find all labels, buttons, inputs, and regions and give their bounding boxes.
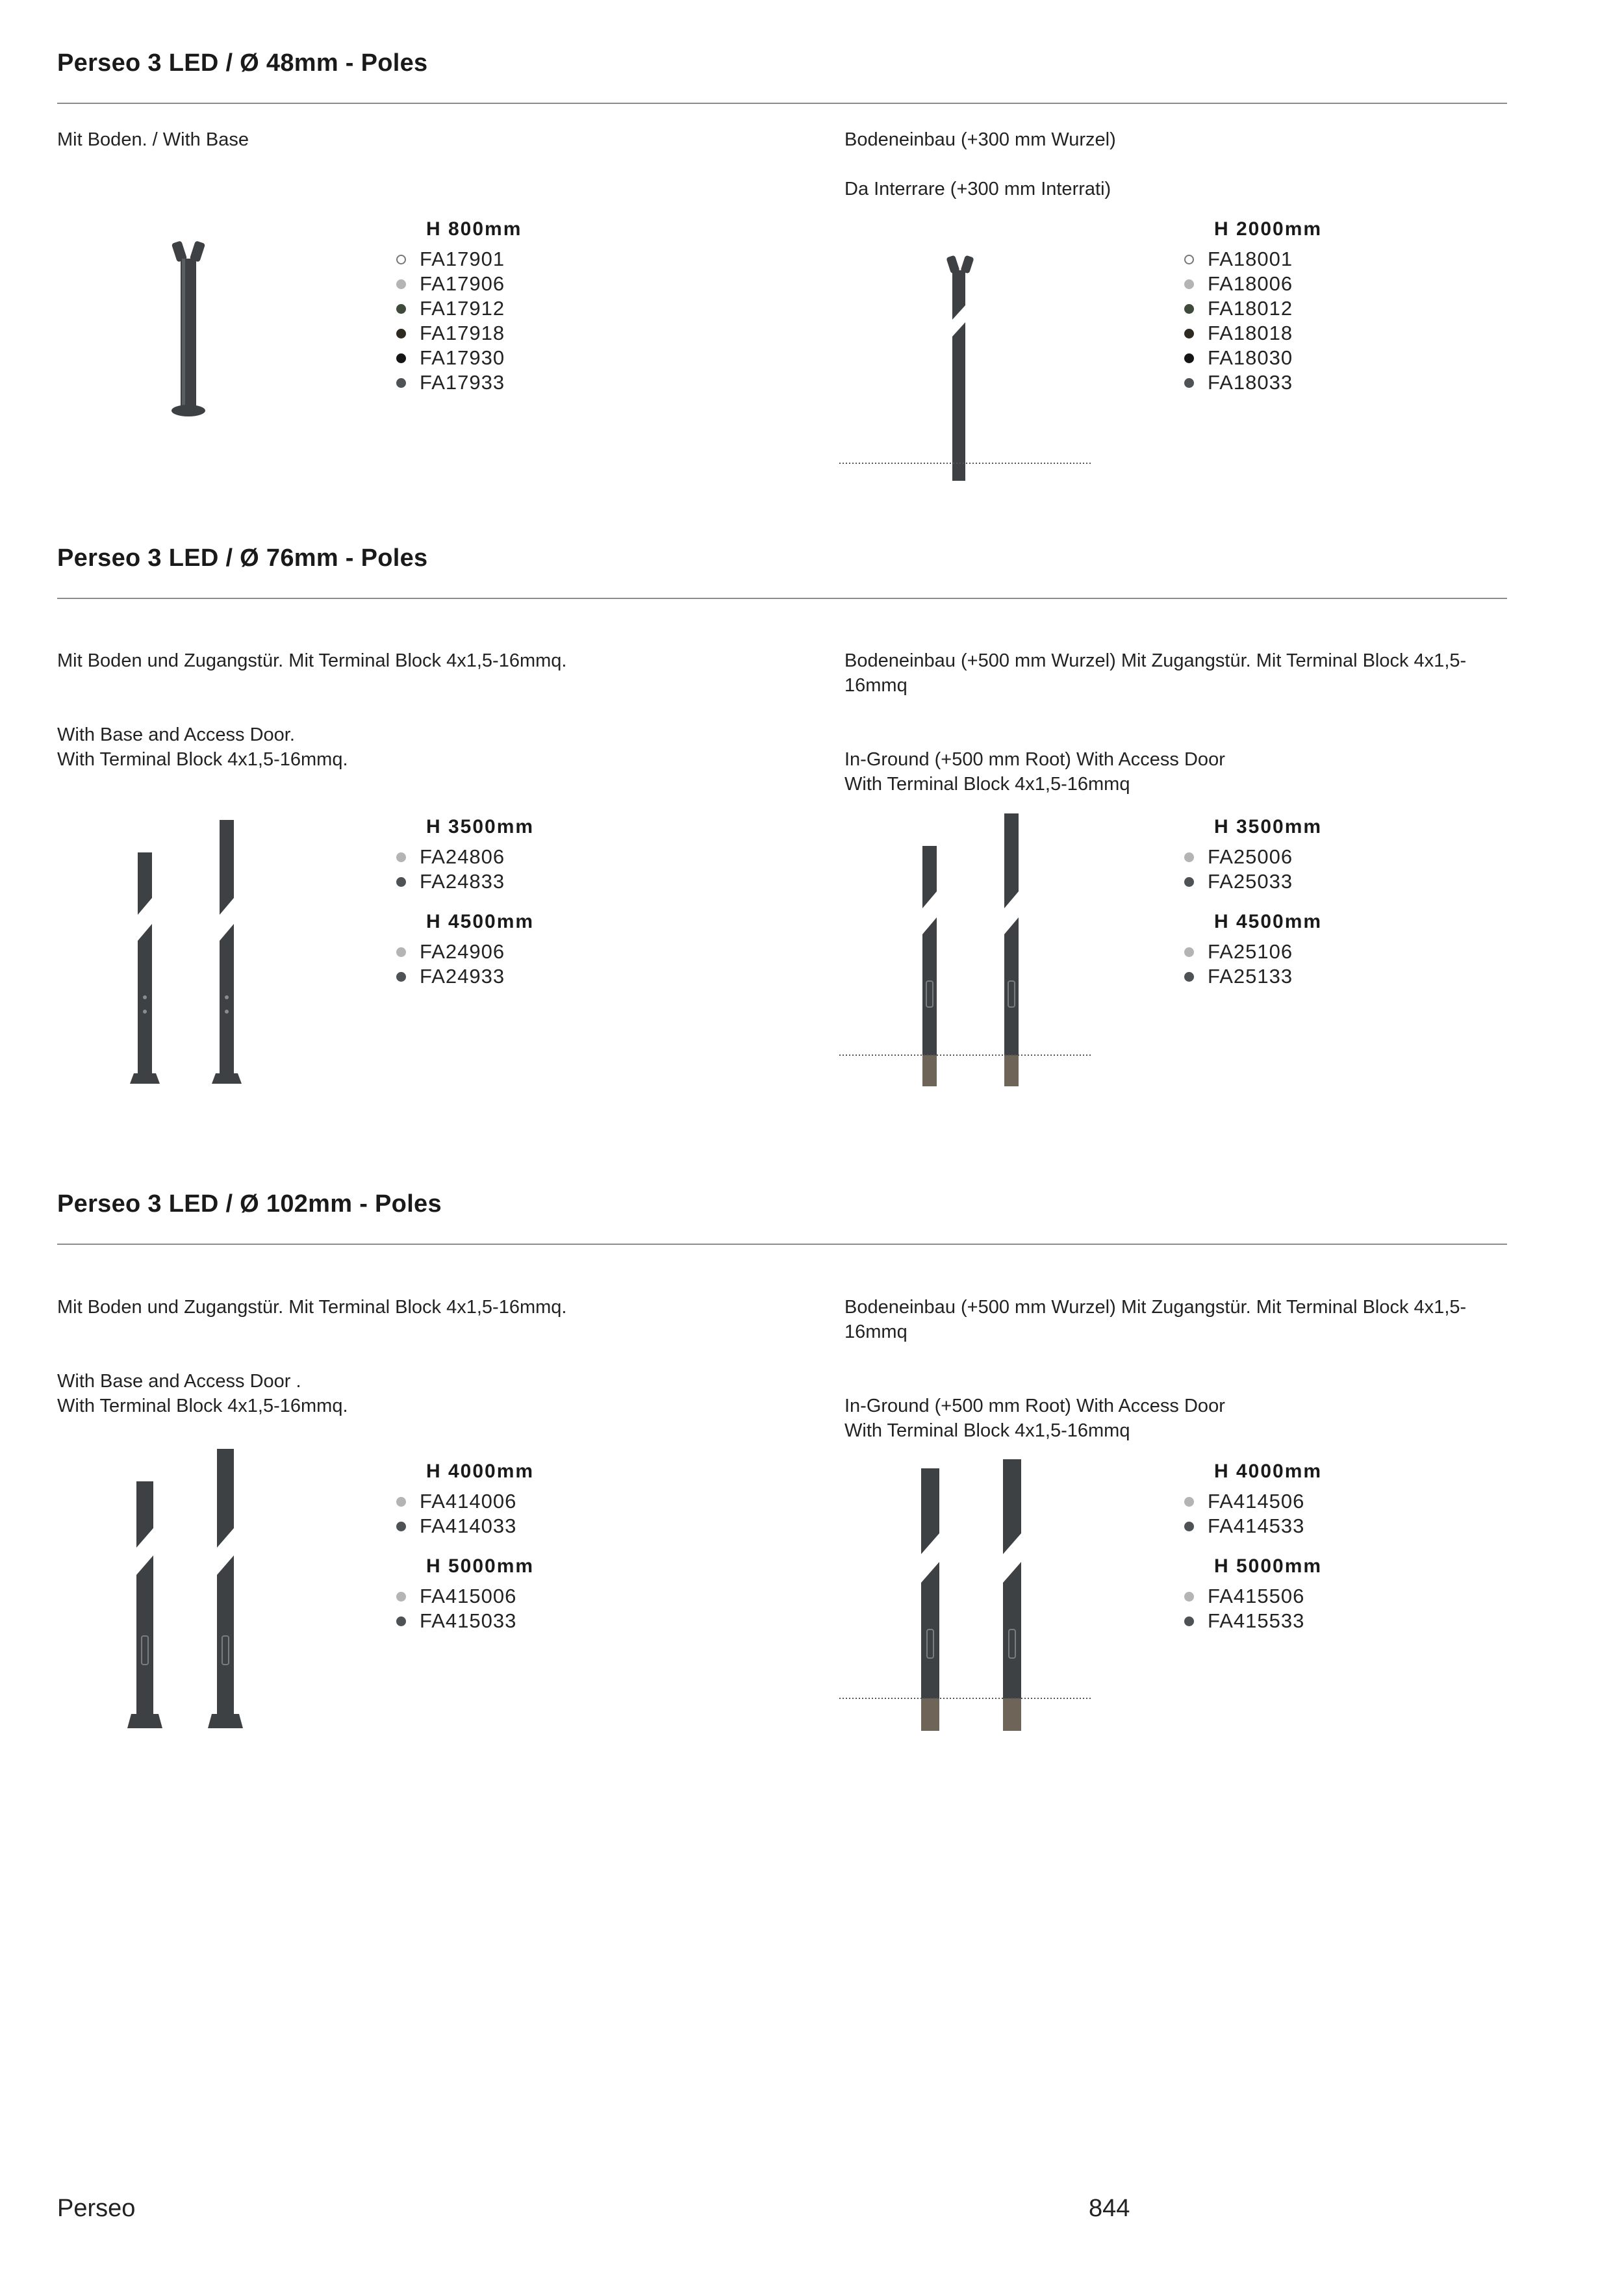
color-swatch <box>1184 1497 1194 1507</box>
product-code: FA414533 <box>1208 1514 1305 1537</box>
variant-list-right <box>1184 816 1322 989</box>
height-label: H 4000mm <box>1214 1461 1323 1482</box>
code-list <box>396 845 534 894</box>
color-swatch <box>396 329 406 339</box>
list-item <box>1184 845 1322 869</box>
description-line: Mit Boden und Zugangstür. Mit Terminal Block 4x1,5-16mmq. <box>57 1297 567 1318</box>
section-divider <box>57 1244 1507 1245</box>
pole-shaft-top <box>952 270 965 320</box>
description-line: Da Interrare (+300 mm Interrati) <box>844 179 1111 199</box>
code-list <box>1184 1584 1322 1633</box>
variant-list-right <box>1184 218 1322 395</box>
product-code: FA18006 <box>1208 272 1293 295</box>
description-line: Bodeneinbau (+500 mm Wurzel) Mit Zugangstür. Mit Terminal Block 4x1,5-16mmq <box>844 1297 1467 1342</box>
color-swatch <box>1184 353 1194 363</box>
left-description <box>57 1270 772 1443</box>
list-item <box>396 845 534 869</box>
product-code: FA415506 <box>1208 1585 1305 1607</box>
color-swatch <box>396 947 406 957</box>
product-code: FA18001 <box>1208 248 1293 270</box>
list-item <box>396 869 534 894</box>
description-line: In-Ground (+500 mm Root) With Access Door With Terminal Block 4x1,5-16mmq <box>844 749 1225 795</box>
product-code: FA17912 <box>420 297 505 320</box>
product-code: FA414006 <box>420 1490 517 1513</box>
product-code: FA17901 <box>420 248 505 270</box>
list-item <box>396 247 522 272</box>
color-swatch <box>1184 378 1194 388</box>
code-list <box>396 1584 534 1633</box>
color-swatch <box>396 304 406 314</box>
left-description <box>57 127 772 152</box>
color-swatch <box>396 1522 406 1531</box>
color-swatch <box>1184 1522 1194 1531</box>
right-description <box>844 624 1494 821</box>
list-item <box>396 1514 534 1539</box>
product-code: FA24806 <box>420 845 505 868</box>
product-code: FA414033 <box>420 1514 517 1537</box>
section-divider <box>57 598 1507 599</box>
color-swatch <box>396 877 406 887</box>
section-title: Perseo 3 LED / Ø 102mm - Poles <box>57 1190 442 1218</box>
list-item <box>1184 321 1322 346</box>
left-description <box>57 624 772 797</box>
right-description <box>844 1270 1494 1468</box>
list-item <box>396 1489 534 1514</box>
color-swatch <box>1184 877 1194 887</box>
height-label: H 4500mm <box>1214 911 1323 932</box>
product-code: FA24906 <box>420 940 505 963</box>
product-code: FA24933 <box>420 965 505 988</box>
list-item <box>1184 964 1322 989</box>
product-code: FA25106 <box>1208 940 1293 963</box>
product-code: FA17930 <box>420 346 505 369</box>
section-divider <box>57 103 1507 104</box>
height-label: H 4000mm <box>426 1461 535 1482</box>
pole-base <box>171 405 205 416</box>
height-label: H 4500mm <box>426 911 535 932</box>
product-code: FA415033 <box>420 1609 517 1632</box>
code-list <box>1184 939 1322 989</box>
variant-list-left <box>396 816 534 989</box>
color-swatch <box>396 972 406 982</box>
pole-shaft-bottom <box>952 322 965 481</box>
code-list <box>396 1489 534 1539</box>
list-item <box>1184 247 1322 272</box>
list-item <box>396 939 534 964</box>
section-title: Perseo 3 LED / Ø 76mm - Poles <box>57 544 428 572</box>
list-item <box>396 370 522 395</box>
product-code: FA17906 <box>420 272 505 295</box>
height-label: H 5000mm <box>1214 1555 1323 1577</box>
height-label: H 800mm <box>426 218 522 240</box>
height-label: H 2000mm <box>1214 218 1323 240</box>
list-item <box>396 346 522 370</box>
description-line: Bodeneinbau (+500 mm Wurzel) Mit Zugangstür. Mit Terminal Block 4x1,5-16mmq <box>844 650 1467 696</box>
color-swatch <box>1184 304 1194 314</box>
footer-product-name: Perseo <box>57 2195 136 2222</box>
code-list <box>396 939 534 989</box>
product-code: FA17933 <box>420 371 505 394</box>
description-line: In-Ground (+500 mm Root) With Access Door With Terminal Block 4x1,5-16mmq <box>844 1396 1225 1441</box>
color-swatch <box>1184 329 1194 339</box>
code-list <box>1184 247 1322 395</box>
pole-short <box>921 1468 939 1731</box>
variant-list-left <box>396 1461 534 1633</box>
right-description <box>844 127 1507 201</box>
section-title: Perseo 3 LED / Ø 48mm - Poles <box>57 49 428 77</box>
list-item <box>396 1609 534 1633</box>
color-swatch <box>396 1616 406 1626</box>
pole-with-base-image <box>156 234 234 422</box>
color-swatch <box>1184 972 1194 982</box>
list-item <box>1184 370 1322 395</box>
color-swatch <box>396 255 406 264</box>
list-item <box>396 296 522 321</box>
poles-in-ground-image <box>838 1455 1098 1741</box>
code-list <box>1184 1489 1322 1539</box>
color-swatch <box>1184 279 1194 289</box>
color-swatch <box>1184 255 1194 264</box>
product-code: FA25133 <box>1208 965 1293 988</box>
height-label: H 3500mm <box>1214 816 1323 837</box>
product-code: FA415533 <box>1208 1609 1305 1632</box>
variant-list-right <box>1184 1461 1322 1633</box>
code-list <box>1184 845 1322 894</box>
list-item <box>1184 939 1322 964</box>
pole-tall <box>1004 813 1019 1086</box>
color-swatch <box>396 378 406 388</box>
product-code: FA18033 <box>1208 371 1293 394</box>
description-line: Bodeneinbau (+300 mm Wurzel) <box>844 129 1116 150</box>
color-swatch <box>396 852 406 862</box>
color-swatch <box>396 353 406 363</box>
variant-list-left <box>396 218 522 395</box>
product-code: FA25033 <box>1208 870 1293 893</box>
list-item <box>1184 869 1322 894</box>
product-code: FA415006 <box>420 1585 517 1607</box>
color-swatch <box>1184 852 1194 862</box>
description-line: Mit Boden und Zugangstür. Mit Terminal Block 4x1,5-16mmq. <box>57 650 567 671</box>
color-swatch <box>396 1497 406 1507</box>
code-list <box>396 247 522 395</box>
color-swatch <box>1184 1592 1194 1602</box>
product-code: FA18030 <box>1208 346 1293 369</box>
product-code: FA414506 <box>1208 1490 1305 1513</box>
pole-short <box>130 852 160 1084</box>
product-code: FA18012 <box>1208 297 1293 320</box>
list-item <box>1184 272 1322 296</box>
list-item <box>1184 1609 1322 1633</box>
product-code: FA18018 <box>1208 322 1293 344</box>
list-item <box>396 964 534 989</box>
color-swatch <box>396 1592 406 1602</box>
pole-in-ground-image <box>838 247 1098 481</box>
description-line: With Base and Access Door. With Terminal Block 4x1,5-16mmq. <box>57 724 348 770</box>
list-item <box>1184 296 1322 321</box>
pole-short <box>922 846 937 1086</box>
color-swatch <box>1184 1616 1194 1626</box>
poles-with-base-image <box>117 1442 273 1735</box>
poles-in-ground-image <box>838 806 1098 1092</box>
list-item <box>1184 1489 1322 1514</box>
description-line: Mit Boden. / With Base <box>57 129 249 150</box>
color-swatch <box>1184 947 1194 957</box>
pole-tall <box>1003 1459 1021 1731</box>
list-item <box>1184 1514 1322 1539</box>
product-code: FA17918 <box>420 322 505 344</box>
list-item <box>396 321 522 346</box>
page-number: 844 <box>1089 2195 1130 2222</box>
pole-short <box>127 1481 162 1728</box>
height-label: H 3500mm <box>426 816 535 837</box>
poles-with-base-image <box>117 812 273 1085</box>
list-item <box>1184 346 1322 370</box>
pole-tall <box>212 820 242 1084</box>
height-label: H 5000mm <box>426 1555 535 1577</box>
description-line: With Base and Access Door . With Terminal Block 4x1,5-16mmq. <box>57 1371 348 1416</box>
list-item <box>396 272 522 296</box>
color-swatch <box>396 279 406 289</box>
product-code: FA24833 <box>420 870 505 893</box>
list-item <box>396 1584 534 1609</box>
pole-tall <box>208 1449 243 1728</box>
product-code: FA25006 <box>1208 845 1293 868</box>
list-item <box>1184 1584 1322 1609</box>
